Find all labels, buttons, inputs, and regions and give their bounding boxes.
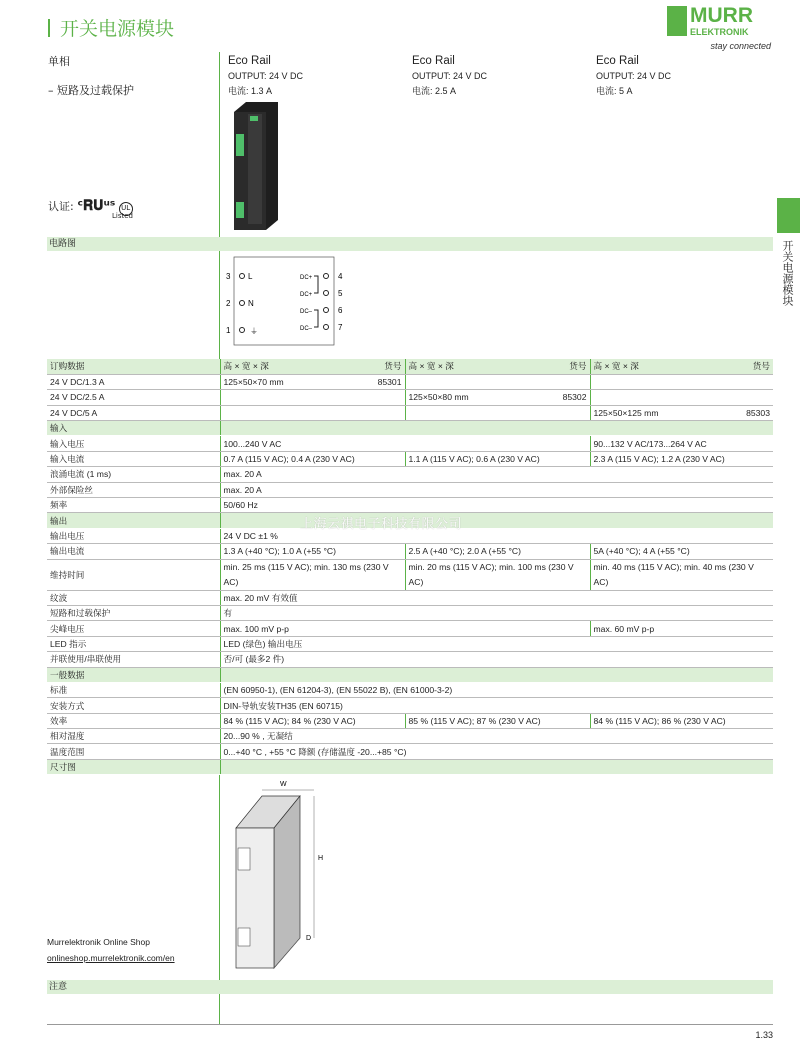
product-name: Eco Rail xyxy=(228,55,271,67)
page-title-text: 开关电源模块 xyxy=(60,18,175,40)
cell-text: 125×50×80 mm xyxy=(408,392,469,403)
cell-text: 5A (+40 °C); 4 A (+55 °C) xyxy=(593,546,690,557)
cell-text: 有 xyxy=(223,608,233,619)
table-row xyxy=(47,451,773,466)
section-tab xyxy=(777,198,800,233)
row-label: 外部保险丝 xyxy=(47,482,220,497)
table-cell xyxy=(220,667,773,682)
table-cell xyxy=(590,374,773,389)
product-output: OUTPUT: 24 V DC xyxy=(596,71,672,81)
table-row xyxy=(47,744,773,759)
cell-text: min. 20 ms (115 V AC); min. 100 ms (230 V AC) xyxy=(408,561,574,587)
cell-text: 125×50×125 mm xyxy=(593,407,659,418)
section-row xyxy=(47,759,773,774)
table-cell xyxy=(590,544,773,559)
column-divider xyxy=(219,994,220,1024)
table-cell xyxy=(220,559,405,590)
row-label: 并联使用/串联使用 xyxy=(47,652,220,667)
row-label: 标准 xyxy=(47,682,220,697)
table-row xyxy=(47,498,773,513)
row-label: 尖峰电压 xyxy=(47,621,220,636)
table-cell xyxy=(220,729,773,744)
circuit-section-header: 电路图 xyxy=(47,237,773,251)
row-label: 浪涌电流 (1 ms) xyxy=(47,467,220,482)
cell-text: 高 × 宽 × 深 xyxy=(408,361,454,372)
cell-text: 0.7 A (115 V AC); 0.4 A (230 V AC) xyxy=(223,454,355,465)
product-3 xyxy=(596,54,671,99)
table-row xyxy=(47,636,773,651)
product-name: Eco Rail xyxy=(596,55,639,67)
row-label: 频率 xyxy=(47,498,220,513)
part-number: 货号 xyxy=(752,361,770,372)
watermark: 上海云祺电子科技有限公司 xyxy=(300,517,463,532)
table-row xyxy=(47,698,773,713)
table-cell xyxy=(220,482,773,497)
row-label: 安装方式 xyxy=(47,698,220,713)
circuit-diagram xyxy=(222,255,352,350)
cell-text: 1.1 A (115 V AC); 0.6 A (230 V AC) xyxy=(408,454,540,465)
cell-text: max. 20 A xyxy=(223,469,262,480)
svg-text:6: 6 xyxy=(338,306,343,315)
cell-text: 高 × 宽 × 深 xyxy=(593,361,639,372)
murr-logo xyxy=(667,4,775,52)
cell-text: (EN 60950-1), (EN 61204-3), (EN 55022 B), (EN 61000-3-2) xyxy=(223,685,453,696)
part-number: 货号 xyxy=(569,361,587,372)
product-name: Eco Rail xyxy=(412,55,455,67)
row-label: LED 指示 xyxy=(47,636,220,651)
table-cell xyxy=(590,713,773,728)
table-cell xyxy=(220,498,773,513)
table-row xyxy=(47,559,773,590)
table-cell xyxy=(220,621,590,636)
svg-text:1: 1 xyxy=(226,326,231,335)
table-cell xyxy=(590,436,773,451)
logo-text: MURR xyxy=(690,4,753,27)
svg-text:3: 3 xyxy=(226,272,231,281)
page-title xyxy=(48,14,174,41)
cell-text: 100...240 V AC xyxy=(223,438,282,449)
svg-text:N: N xyxy=(248,299,254,308)
product-output: OUTPUT: 24 V DC xyxy=(228,71,304,81)
ul-listed-text: Listed xyxy=(112,212,133,220)
table-row xyxy=(47,682,773,697)
svg-text:7: 7 xyxy=(338,323,343,332)
table-cell xyxy=(405,451,590,466)
cell-text: 50/60 Hz xyxy=(223,500,258,511)
table-cell xyxy=(220,544,405,559)
svg-text:D: D xyxy=(306,935,312,942)
side-tab-label: 开关电源模块 xyxy=(781,240,794,306)
svg-text:DC+: DC+ xyxy=(300,292,313,298)
cell-text: 20...90 % , 无凝结 xyxy=(223,731,293,742)
circuit-left-terminals xyxy=(226,272,258,336)
section-row xyxy=(47,421,773,436)
product-current: 电流: 1.3 A xyxy=(228,86,273,96)
table-cell xyxy=(220,451,405,466)
cert-label: 认证: xyxy=(48,200,74,213)
table-row xyxy=(47,729,773,744)
table-header-row xyxy=(47,359,773,374)
section-row xyxy=(47,667,773,682)
cell-text: 2.5 A (+40 °C); 2.0 A (+55 °C) xyxy=(408,546,521,557)
row-label: 24 V DC/5 A xyxy=(47,405,220,420)
row-label: 尺寸图 xyxy=(47,759,220,774)
table-row xyxy=(47,605,773,620)
row-label: 24 V DC/2.5 A xyxy=(47,390,220,405)
logo-mark-icon xyxy=(667,6,687,36)
table-cell xyxy=(220,359,405,374)
table-cell xyxy=(220,698,773,713)
table-cell xyxy=(405,374,590,389)
row-label: 纹波 xyxy=(47,590,220,605)
row-label: 输出电压 xyxy=(47,528,220,543)
table-row xyxy=(47,436,773,451)
cell-text: 高 × 宽 × 深 xyxy=(223,361,269,372)
svg-text:2: 2 xyxy=(226,299,231,308)
row-label: 24 V DC/1.3 A xyxy=(47,374,220,389)
svg-text:DC+: DC+ xyxy=(300,275,313,281)
row-label: 输出电流 xyxy=(47,544,220,559)
row-label: 输出 xyxy=(47,513,220,528)
svg-text:DC–: DC– xyxy=(300,326,313,332)
product-current: 电流: 2.5 A xyxy=(412,86,457,96)
table-cell xyxy=(220,682,773,697)
table-cell xyxy=(405,544,590,559)
product-1 xyxy=(228,54,303,99)
table-cell xyxy=(220,374,405,389)
table-cell xyxy=(405,359,590,374)
table-cell xyxy=(220,636,773,651)
part-number: 85303 xyxy=(746,407,770,418)
page-number: 1.33 xyxy=(755,1030,773,1040)
certification xyxy=(48,198,133,220)
cell-text: 84 % (115 V AC); 86 % (230 V AC) xyxy=(593,715,726,726)
table-cell xyxy=(220,652,773,667)
table-cell xyxy=(220,436,590,451)
cell-text: LED (绿色) 输出电压 xyxy=(223,638,303,649)
circuit-right-terminals xyxy=(300,272,343,332)
column-divider xyxy=(219,52,220,240)
table-row xyxy=(47,374,773,389)
row-label: 输入 xyxy=(47,421,220,436)
svg-text:5: 5 xyxy=(338,289,343,298)
svg-text:L: L xyxy=(248,272,253,281)
table-row xyxy=(47,467,773,482)
svg-text:DC–: DC– xyxy=(300,309,313,315)
shop-link[interactable]: onlineshop.murrelektronik.com/en xyxy=(47,953,175,963)
footer-divider xyxy=(47,1024,773,1025)
table-cell xyxy=(405,390,590,405)
cell-text: max. 20 A xyxy=(223,484,262,495)
phase-label: 单相 xyxy=(48,55,70,68)
product-2 xyxy=(412,54,487,99)
cell-text: 0...+40 °C , +55 °C 降额 (存储温度 -20...+85 °C) xyxy=(223,746,407,757)
feature-label: – 短路及过载保护 xyxy=(48,84,134,97)
ul-listed-icon: UL xyxy=(119,202,133,216)
cell-text: 否/可 (最多2 件) xyxy=(223,654,285,665)
table-cell xyxy=(590,621,773,636)
table-cell xyxy=(405,713,590,728)
cell-text: max. 60 mV p-p xyxy=(593,623,655,634)
row-label: 订购数据 xyxy=(47,359,220,374)
row-label: 输入电压 xyxy=(47,436,220,451)
cell-text: 90...132 V AC/173...264 V AC xyxy=(593,438,707,449)
table-cell xyxy=(590,359,773,374)
table-cell xyxy=(220,744,773,759)
cell-text: 85 % (115 V AC); 87 % (230 V AC) xyxy=(408,715,541,726)
column-divider xyxy=(219,251,220,359)
svg-text:W: W xyxy=(280,781,287,788)
svg-text:4: 4 xyxy=(338,272,343,281)
table-cell xyxy=(220,390,405,405)
table-row xyxy=(47,405,773,420)
table-row xyxy=(47,590,773,605)
table-row xyxy=(47,713,773,728)
table-row xyxy=(47,544,773,559)
table-cell xyxy=(220,590,773,605)
table-row xyxy=(47,652,773,667)
product-image xyxy=(226,102,286,232)
table-cell xyxy=(220,713,405,728)
notes-section-header: 注意 xyxy=(47,980,773,994)
part-number: 85301 xyxy=(377,377,402,388)
cell-text: 84 % (115 V AC); 84 % (230 V AC) xyxy=(223,715,356,726)
ul-mark-icon: ᶜ𝐑𝐔ᵘˢ xyxy=(77,198,116,214)
product-current: 电流: 5 A xyxy=(596,86,633,96)
row-label: 输入电流 xyxy=(47,451,220,466)
table-cell xyxy=(405,559,590,590)
part-number: 货号 xyxy=(384,361,402,372)
table-cell xyxy=(590,559,773,590)
table-cell xyxy=(220,759,773,774)
table-cell xyxy=(405,405,590,420)
row-label: 效率 xyxy=(47,713,220,728)
svg-text:⏚: ⏚ xyxy=(250,327,258,336)
table-row xyxy=(47,390,773,405)
cell-text: 1.3 A (+40 °C); 1.0 A (+55 °C) xyxy=(223,546,336,557)
product-output: OUTPUT: 24 V DC xyxy=(412,71,488,81)
table-cell xyxy=(590,451,773,466)
logo-subtext: ELEKTRONIK xyxy=(690,27,749,37)
table-row xyxy=(47,621,773,636)
table-cell xyxy=(220,467,773,482)
cell-text: max. 100 mV p-p xyxy=(223,623,289,634)
cell-text: 2.3 A (115 V AC); 1.2 A (230 V AC) xyxy=(593,454,725,465)
table-cell xyxy=(220,421,773,436)
svg-text:H: H xyxy=(318,855,324,862)
shop-title: Murrelektronik Online Shop xyxy=(47,937,150,947)
slogan: stay connected xyxy=(710,41,771,51)
cell-text: DIN-导轨安装TH35 (EN 60715) xyxy=(223,700,343,711)
dimension-drawing xyxy=(222,778,332,978)
cell-text: min. 40 ms (115 V AC); min. 40 ms (230 V AC) xyxy=(593,561,754,587)
part-number: 85302 xyxy=(562,392,587,403)
table-cell xyxy=(220,405,405,420)
table-cell xyxy=(590,405,773,420)
cell-text: 125×50×70 mm xyxy=(223,377,284,388)
table-cell xyxy=(590,390,773,405)
cell-text: 24 V DC ±1 % xyxy=(223,530,278,541)
spec-table xyxy=(47,359,773,775)
table-cell xyxy=(220,605,773,620)
row-label: 维持时间 xyxy=(47,559,220,590)
row-label: 相对湿度 xyxy=(47,729,220,744)
row-label: 温度范围 xyxy=(47,744,220,759)
row-label: 一般数据 xyxy=(47,667,220,682)
cell-text: min. 25 ms (115 V AC); min. 130 ms (230 V AC) xyxy=(223,561,389,587)
table-row xyxy=(47,482,773,497)
row-label: 短路和过载保护 xyxy=(47,605,220,620)
column-divider xyxy=(219,775,220,985)
cell-text: max. 20 mV 有效值 xyxy=(223,592,298,603)
